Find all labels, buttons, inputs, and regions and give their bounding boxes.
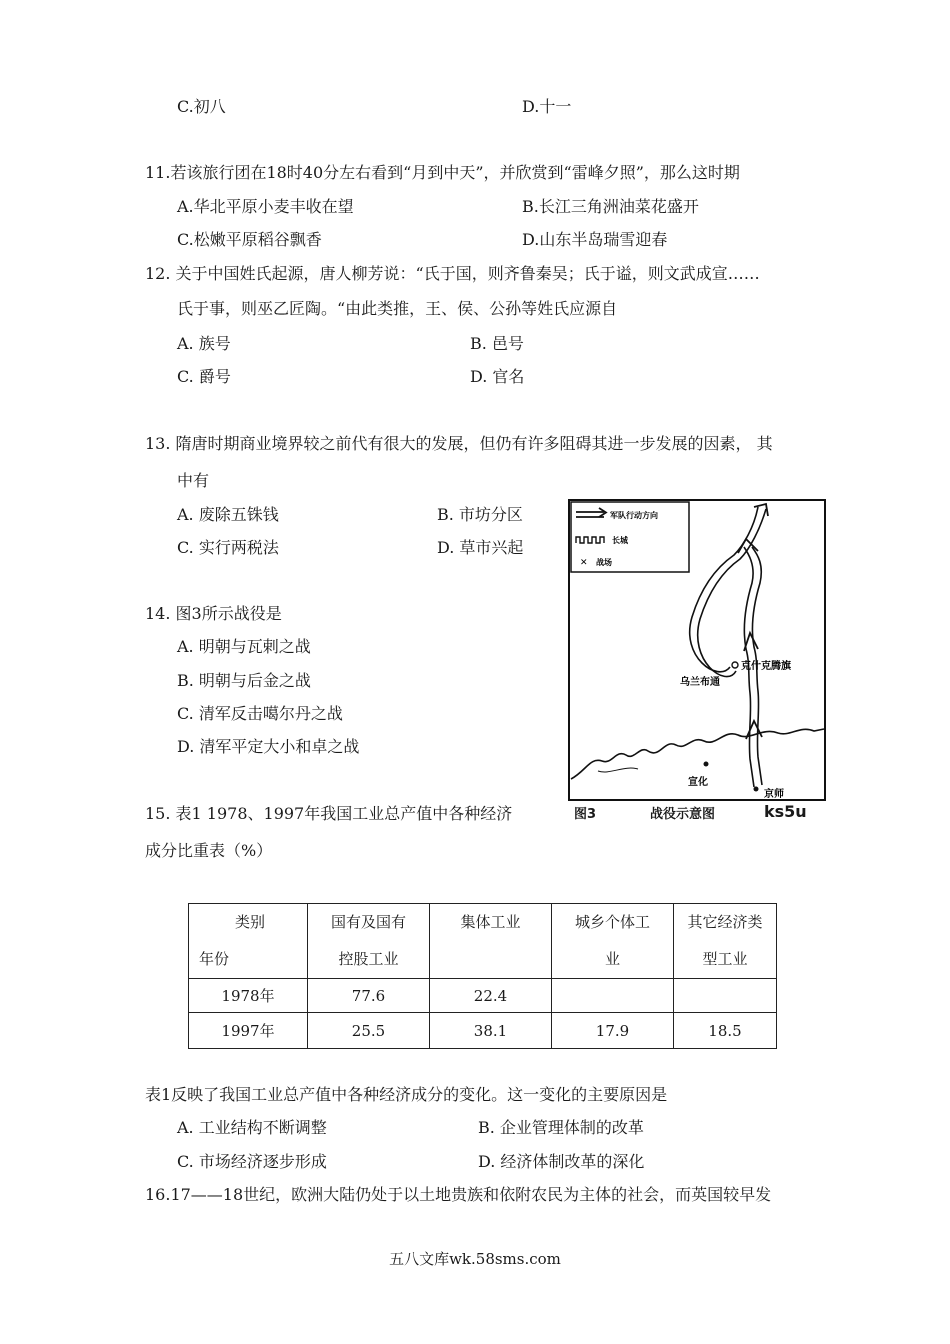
table-row: [189, 1013, 777, 1049]
row-year: 1997年: [189, 1013, 308, 1049]
page-footer: 五八文库wk.58sms.com: [389, 1250, 561, 1268]
header-other: 其它经济类 型工业: [674, 904, 777, 979]
q15-stem-line2: 成分比重表（%）: [145, 841, 273, 860]
map-legend: [571, 502, 689, 572]
q12-option-b: B. 邑号: [470, 334, 524, 353]
legend-march-label: 军队行动方向: [610, 511, 658, 520]
q11-option-d: D.山东半岛瑞雪迎春: [522, 230, 668, 249]
table-cell: [674, 979, 777, 1013]
q16-stem: 16.17——18世纪，欧洲大陆仍处于以土地贵族和依附农民为主体的社会，而英国较早发: [145, 1185, 772, 1204]
q12-option-a: A. 族号: [177, 334, 231, 353]
q15-stem-line1: 15. 表1 1978、1997年我国工业总产值中各种经济: [145, 804, 513, 823]
q14-stem: 14. 图3所示战役是: [145, 604, 282, 623]
header-individual: 城乡个体工 业: [552, 904, 674, 979]
q15-option-b: B. 企业管理体制的改革: [478, 1118, 644, 1137]
legend-wall-label: 长城: [612, 536, 628, 545]
q10-option-d: D.十一: [522, 97, 572, 116]
battlefield-icon: ✕: [580, 558, 588, 568]
figure-title: 战役示意图: [650, 807, 716, 822]
q13-stem-line1: 13. 隋唐时期商业境界较之前代有很大的发展，但仍有许多阻碍其进一步发展的因素， 其: [145, 434, 773, 453]
q11-option-a: A.华北平原小麦丰收在望: [177, 197, 354, 216]
jingshi-dot: [754, 787, 759, 792]
header-state-owned: 国有及国有 控股工业: [308, 904, 430, 979]
place-keshiketeng: 克什克腾旗: [741, 661, 791, 672]
ks5u-logo: ks5u: [764, 802, 807, 821]
place-xuanhua: 宣化: [688, 777, 708, 788]
battlefield-marker: [732, 662, 738, 668]
table-header-row: [189, 904, 777, 979]
q15-option-a: A. 工业结构不断调整: [177, 1118, 327, 1137]
row-year: 1978年: [189, 979, 308, 1013]
table-cell: 17.9: [552, 1013, 674, 1049]
q12-stem-line1: 12. 关于中国姓氏起源，唐人柳芳说：“氏于国，则齐鲁秦吴；氏于谥，则文武成宣……: [145, 264, 760, 283]
q13-option-a: A. 废除五铢钱: [177, 505, 279, 524]
table-cell: 38.1: [430, 1013, 552, 1049]
place-wulanbutong: 乌兰布通: [680, 677, 720, 688]
figure-number: 图3: [574, 807, 597, 822]
table-corner-cell: [189, 904, 308, 979]
q14-option-a: A. 明朝与瓦剌之战: [177, 637, 311, 656]
industry-output-table: [188, 903, 777, 1049]
q12-stem-line2: 氏于事，则巫乙匠陶。“由此类推，王、侯、公孙等姓氏应源自: [177, 299, 618, 318]
battle-map: [568, 499, 826, 801]
q11-option-c: C.松嫩平原稻谷飘香: [177, 230, 322, 249]
table-row: [189, 979, 777, 1013]
q15-option-c: C. 市场经济逐步形成: [177, 1152, 327, 1171]
q12-option-c: C. 爵号: [177, 367, 231, 386]
legend-battle-label: 战场: [596, 558, 612, 567]
table-cell: 25.5: [308, 1013, 430, 1049]
table-cell: 77.6: [308, 979, 430, 1013]
place-jingshi: 京师: [764, 789, 784, 800]
q10-option-c: C.初八: [177, 97, 226, 116]
corner-year-label: 年份: [199, 950, 230, 968]
q11-option-b: B.长江三角洲油菜花盛开: [522, 197, 699, 216]
q13-option-d: D. 草市兴起: [437, 538, 524, 557]
q14-option-b: B. 明朝与后金之战: [177, 671, 311, 690]
q15-option-d: D. 经济体制改革的深化: [478, 1152, 645, 1171]
q13-option-b: B. 市坊分区: [437, 505, 523, 524]
table-cell: 22.4: [430, 979, 552, 1013]
corner-category-label: 类别: [235, 913, 266, 931]
q14-option-d: D. 清军平定大小和卓之战: [177, 737, 360, 756]
xuanhua-dot: [704, 762, 709, 767]
q14-option-c: C. 清军反击噶尔丹之战: [177, 704, 343, 723]
table-cell: 18.5: [674, 1013, 777, 1049]
q13-option-c: C. 实行两税法: [177, 538, 279, 557]
header-collective: 集体工业: [430, 904, 552, 979]
map-caption: [568, 803, 830, 823]
q15-note: 表1反映了我国工业总产值中各种经济成分的变化。这一变化的主要原因是: [145, 1085, 668, 1104]
table-cell: [552, 979, 674, 1013]
q12-option-d: D. 官名: [470, 367, 525, 386]
q11-stem: 11.若该旅行团在18时40分左右看到“月到中天”，并欣赏到“雷峰夕照”，那么这时期: [145, 163, 740, 182]
q13-stem-line2: 中有: [177, 471, 210, 490]
